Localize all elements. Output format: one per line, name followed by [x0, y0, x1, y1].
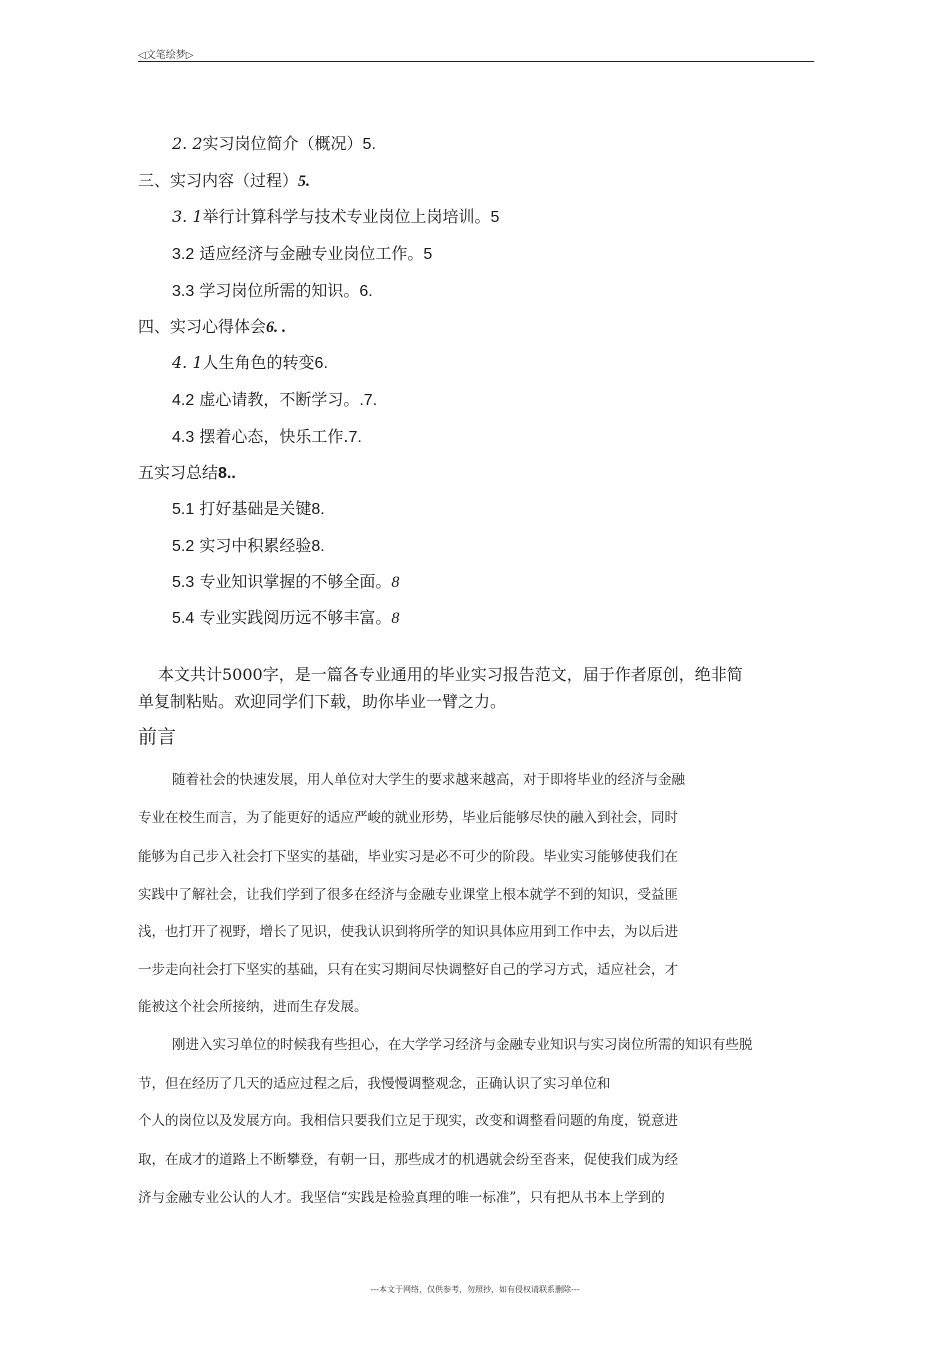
toc-page: 6. — [314, 355, 328, 372]
toc-entry[interactable] — [172, 207, 499, 228]
toc-title: 专业实践阅历远不够丰富。 — [199, 608, 392, 627]
preface-line: 实践中了解社会，让我们学到了很多在经济与金融专业课堂上根本就学不到的知识，受益匪 — [138, 887, 678, 903]
toc-title: 摆着心态，快乐工作. — [199, 427, 349, 446]
preface-line: 能被这个社会所接纳，进而生存发展。 — [138, 999, 368, 1015]
toc-page: 5. — [298, 173, 311, 190]
preface-line: 专业在校生而言，为了能更好的适应严峻的就业形势，毕业后能够尽快的融入到社会，同时 — [138, 810, 678, 826]
toc-title: 虚心请教，不断学习。 — [199, 390, 360, 409]
toc-page: 8 — [391, 610, 400, 627]
toc-title: 人生角色的转变 — [202, 353, 315, 372]
preface-line: 取，在成才的道路上不断攀登，有朝一日，那些成才的机遇就会纷至沓来，促使我们成为经 — [138, 1152, 678, 1168]
toc-number: 5.1 — [172, 501, 195, 518]
toc-title: 专业知识掌握的不够全面。 — [199, 572, 392, 591]
toc-page: 5. — [362, 136, 376, 153]
toc-page: 7. — [348, 429, 362, 446]
toc-number: 5.2 — [172, 538, 195, 555]
toc-entry[interactable] — [172, 134, 376, 155]
preface-heading: 前言 — [138, 726, 177, 748]
toc-page: .7. — [359, 392, 378, 409]
toc-entry[interactable] — [172, 608, 399, 629]
toc-number: 4.2 — [172, 392, 195, 409]
toc-entry[interactable] — [172, 499, 325, 520]
toc-entry[interactable] — [172, 536, 325, 557]
toc-number: 3.3 — [172, 283, 195, 300]
toc-page: 8. — [311, 538, 325, 555]
toc-title: 适应经济与金融专业岗位工作。 — [199, 244, 424, 263]
toc-number: 3.2 — [172, 246, 195, 263]
toc-entry[interactable] — [172, 390, 377, 411]
toc-number: 4.3 — [172, 429, 195, 446]
toc-page: 5 — [423, 246, 433, 263]
toc-page: 6. — [359, 283, 373, 300]
toc-number: 4. 1 — [172, 353, 203, 372]
toc-section[interactable] — [138, 171, 310, 192]
toc-title: 三、实习内容（过程） — [138, 171, 299, 190]
toc-entry[interactable] — [172, 572, 399, 593]
toc-number: 5.4 — [172, 610, 195, 627]
preface-line: 刚进入实习单位的时候我有些担心，在大学学习经济与金融专业知识与实习岗位所需的知识有些脱 — [172, 1037, 753, 1053]
preface-line: 随着社会的快速发展，用人单位对大学生的要求越来越高，对于即将毕业的经济与金融 — [172, 772, 685, 788]
toc-page: 5 — [490, 209, 500, 226]
toc-title: 打好基础是关键 — [199, 499, 312, 518]
preface-line: 个人的岗位以及发展方向。我相信只要我们立足于现实，改变和调整看问题的角度，锐意进 — [138, 1113, 678, 1129]
header-rule — [138, 61, 814, 62]
page-footer: ---本文于网络，仅供参考，勿照抄，如有侵权请联系删除--- — [370, 1285, 580, 1294]
preface-line: 节，但在经历了几天的适应过程之后，我慢慢调整观念，正确认识了实习单位和 — [138, 1076, 611, 1092]
toc-section[interactable] — [138, 463, 236, 484]
toc-number: 2. 2 — [172, 134, 203, 153]
preface-line: 能够为自己步入社会打下坚实的基础，毕业实习是必不可少的阶段。毕业实习能够使我们在 — [138, 849, 678, 865]
toc-number: 5.3 — [172, 574, 195, 591]
toc-title: 实习中积累经验 — [199, 536, 312, 555]
toc-page: 8 — [391, 574, 400, 591]
preface-line: 一步走向社会打下坚实的基础，只有在实习期间尽快调整好自己的学习方式，适应社会，才 — [138, 962, 678, 978]
toc-entry[interactable] — [172, 244, 432, 265]
toc-number: 3. 1 — [172, 207, 203, 226]
intro-line: 本文共计5000字，是一篇各专业通用的毕业实习报告范文，届于作者原创，绝非简 — [158, 665, 743, 684]
toc-entry[interactable] — [172, 281, 373, 302]
toc-title: 五实习总结 — [138, 463, 219, 482]
intro-line: 单复制粘贴。欢迎同学们下载，助你毕业一臂之力。 — [138, 692, 507, 711]
toc-title: 学习岗位所需的知识。 — [199, 281, 360, 300]
toc-entry[interactable] — [172, 353, 328, 374]
toc-page: 8.. — [218, 465, 236, 482]
toc-page: 8. — [311, 501, 325, 518]
running-header: ◁文笔绘梦▷ — [138, 50, 194, 61]
toc-title: 实习岗位简介（概况） — [202, 134, 363, 153]
preface-line: 浅，也打开了视野，增长了见识，使我认识到将所学的知识具体应用到工作中去，为以后进 — [138, 924, 678, 940]
preface-line: 济与金融专业公认的人才。我坚信“实践是检验真理的唯一标准”，只有把从书本上学到的 — [138, 1190, 665, 1206]
toc-page: 6. . — [266, 319, 287, 336]
toc-entry[interactable] — [172, 427, 362, 448]
toc-title: 举行计算科学与技术专业岗位上岗培训。 — [202, 207, 491, 226]
toc-section[interactable] — [138, 317, 286, 338]
toc-title: 四、实习心得体会 — [138, 317, 267, 336]
